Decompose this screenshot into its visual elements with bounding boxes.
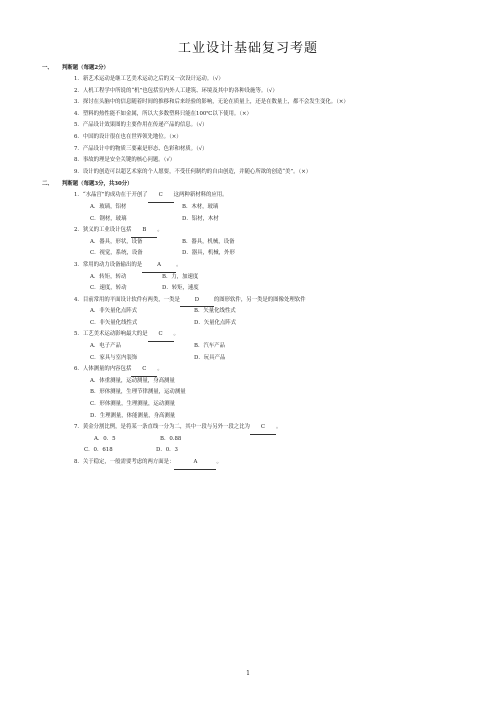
judge-item: 9．设计的创造可以超艺术家的个人愿要，不受任何制约的自由创造，并随心所欲的创造“美”。（×） — [74, 168, 312, 175]
option: D．铝材，木材 — [182, 215, 219, 222]
option: C．速度，转动 — [90, 285, 127, 292]
option: D．生理测量，体能测量，身高测量 — [90, 412, 176, 419]
option: D．玩具产品 — [194, 354, 226, 361]
option: C．家具与室内装饰 — [90, 354, 138, 361]
choice-options — [42, 214, 472, 226]
section-heading: 二、 判断题（每题3分，共30分） — [42, 181, 133, 188]
option: B．矢量化线性式 — [194, 308, 236, 315]
answer-blank: C — [131, 364, 157, 377]
choice-options — [42, 272, 472, 284]
option: B．0.88 — [160, 435, 182, 442]
choice-question: 6．人体测量的内容包括 C 。 — [42, 364, 472, 376]
option: D．矢量化点阵式 — [194, 319, 237, 326]
option: A．非矢量化点阵式 — [90, 308, 138, 315]
option: B．形体测量，生理节律测量，运动测量 — [90, 389, 186, 396]
answer-blank: C — [148, 190, 174, 203]
judge-item: 7．产品设计中的物质三要素是形态、色彩和材质。（√） — [74, 145, 208, 152]
choice-options — [42, 445, 472, 457]
answer-blank: A — [174, 457, 216, 470]
choice-question: 2．狭义的工业设计包括 B 。 — [42, 225, 472, 237]
option: D．0．3 — [156, 447, 178, 454]
option: B．木材，玻璃 — [182, 203, 219, 210]
option: B．器具，机械，设备 — [182, 238, 235, 245]
option: D．转矩，速度 — [162, 285, 199, 292]
choice-question: 4．目前常用的平面设计软件有两类，一类是 D 的图形软件，另一类是的图像处理软件 — [42, 295, 472, 307]
option: A．转矩，转动 — [90, 273, 127, 280]
section-heading: 一、 判断题（每题2分） — [42, 65, 109, 71]
choice-options — [42, 318, 472, 330]
choice-question: 1．“水晶宫”的成功在于开创了 C 这两种新材料的应用。 — [42, 190, 472, 202]
choice-question: 3．常用的动力设备输出的是 A 。 — [42, 260, 472, 272]
judge-item: 2．人机工程学中所说的“机”也包括室内外人工建筑、环境及其中的各种设施等。（√） — [74, 87, 278, 94]
choice-options — [42, 237, 472, 249]
choice-options — [42, 341, 472, 353]
option: A．体重测量，运动测量，身高测量 — [90, 377, 175, 384]
option: B．汽车产品 — [194, 343, 225, 350]
answer-blank: B — [131, 225, 157, 238]
judge-item: 8．事故的理是安全关键的核心问题。（√） — [74, 157, 176, 164]
option: C．视觉，系统，设备 — [90, 250, 143, 257]
choice-options — [42, 306, 472, 318]
answer-blank: C — [148, 329, 174, 342]
page-number: 1 — [246, 670, 250, 677]
option: C．钢材，玻璃 — [90, 215, 127, 222]
option: C．非矢量化线性式 — [90, 319, 138, 326]
choice-question: 8．关于稳定，一般需要考虑的两方面是： A 。 — [42, 457, 472, 469]
judge-item: 5．产品设计效果图的主要作用在传递产品的信息。（√） — [74, 122, 208, 129]
choice-question: 7．黄金分割比例，是将某一条直线一分为二，其中一段与另外一段之比为 C 。 — [42, 422, 472, 434]
option: D．器具，机械，外形 — [182, 250, 235, 257]
option: B．力，加速度 — [162, 273, 199, 280]
judge-item: 4．塑料的热性能不如金属，所以大多数塑料只能在100℃以下使用。（×） — [74, 110, 252, 117]
option: A．器具，形状，设备 — [90, 238, 143, 245]
option: A．电子产品 — [90, 343, 121, 350]
content — [42, 62, 472, 469]
answer-blank: C — [250, 422, 276, 435]
option: A．0．5 — [94, 435, 116, 442]
answer-blank: A — [142, 260, 176, 273]
choice-options — [42, 248, 472, 260]
answer-blank: D — [180, 295, 214, 308]
option: C．0．618 — [84, 447, 113, 454]
choice-options — [42, 353, 472, 365]
page-title: 工业设计基础复习考题 — [177, 41, 318, 56]
judge-item: 3．探讨在头脑中的信息随着时间的推移和后来经验的影响，无论在质量上，还是在数量上，都不会发生变化。（×） — [74, 99, 349, 106]
choice-question: 5．工艺美术运动影响最大的是 C 。 — [42, 329, 472, 341]
choice-options — [42, 283, 472, 295]
judge-item: 6．中国的设计很在也在世界领先地位。（×） — [74, 133, 182, 140]
choice-options — [42, 202, 472, 214]
judge-item: 1．新艺术运动是继工艺美术运动之后的又一次设计运动。（√） — [74, 76, 224, 82]
choice-options — [42, 434, 472, 446]
option: A．玻璃，铝材 — [90, 203, 127, 210]
option: C．形体测量，生理测量，运动测量 — [90, 401, 175, 408]
